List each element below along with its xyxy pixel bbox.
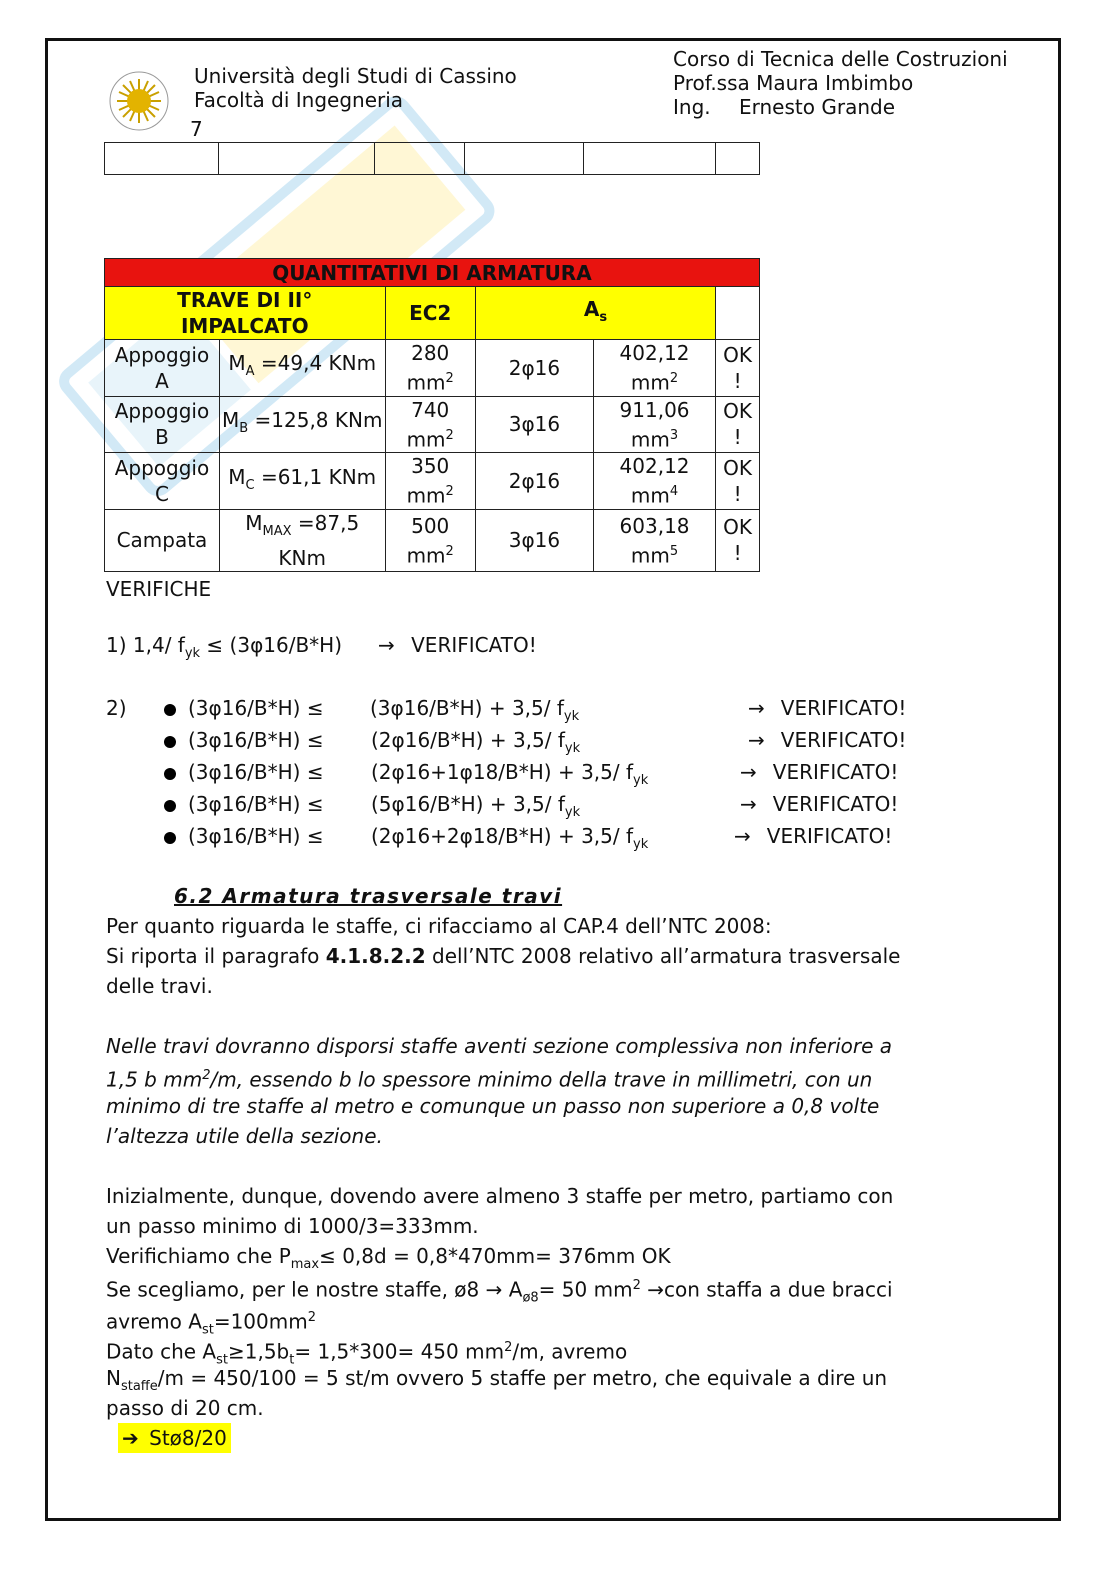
quote-line-1: Nelle travi dovranno disporsi staffe aventi sezione complessiva non inferiore a: [106, 1034, 893, 1058]
row-bars: 3φ16: [475, 509, 593, 571]
row-ec2: 740 $mm^2$: [385, 396, 475, 453]
calc-line-7: $N_{staffe}/m = 450/100 = 5$ st/m ovvero 5 staffe per metro, che equivale a dire un: [106, 1366, 888, 1394]
row-moment: $M_{MAX} =87,5$ KNm: [219, 509, 385, 571]
residual-table: [104, 142, 760, 175]
header-ec2: EC2: [385, 287, 475, 340]
calc-line-4: Se scegliamo, per le nostre staffe, ø8 → $A_{ø8}= 50$ $mm^2 \to con$ staffa a due bracci: [106, 1277, 893, 1306]
quote-line-4: l’altezza utile della sezione.: [106, 1124, 383, 1148]
quote-line-3: minimo di tre staffe al metro e comunque un passo non superiore a 0,8 volte: [106, 1094, 880, 1118]
university-name: Università degli Studi di Cassino: [194, 64, 517, 88]
arrow-right-icon: →: [748, 696, 765, 720]
table-row: [105, 396, 760, 453]
bullet-icon: [164, 832, 176, 844]
table-title: QUANTITATIVI DI ARMATURA: [105, 259, 760, 287]
final-result: ➔ Stø8/20: [118, 1423, 231, 1453]
row-label: Campata: [105, 509, 220, 571]
faculty-name: Facoltà di Ingegneria: [194, 88, 404, 112]
row-label: Appoggio B: [105, 396, 220, 453]
verifica-1: 1) 1,4/ $f_{yk} \le (3\varphi 16/B*H)$: [106, 633, 343, 661]
calc-line-2: un passo minimo di 1000/3=333mm.: [106, 1214, 479, 1238]
row-moment: $M_B =125,8$ KNm: [219, 396, 385, 453]
v2-right: (2φ16+1φ18/B*H) + 3,5/ $f_{yk}$: [371, 760, 649, 788]
v2-right: (2φ16/B*H) + 3,5/ $f_{yk}$: [371, 728, 581, 756]
row-ok: OK !: [716, 509, 760, 571]
paragraph-1: Per quanto riguarda le staffe, ci rifacciamo al CAP.4 dell’NTC 2008:: [106, 914, 772, 938]
bullet-icon: [164, 736, 176, 748]
engineer-prefix: Ing.: [673, 95, 711, 119]
table-row: [105, 340, 760, 397]
calc-line-5: avremo $A_{st}=100mm^2$: [106, 1309, 316, 1338]
v2-left: (3φ16/B*H) ≤: [188, 728, 324, 752]
v2-left: (3φ16/B*H) ≤: [188, 792, 324, 816]
calc-line-3: Verifichiamo che $P_{max}\le 0,8d = 0,8*470mm= 376mm$ OK: [106, 1244, 671, 1272]
arrow-right-icon: →: [734, 824, 751, 848]
row-bars: 2φ16: [475, 340, 593, 397]
row-label: Appoggio A: [105, 340, 220, 397]
reinforcement-table: [104, 258, 760, 572]
row-label: Appoggio C: [105, 453, 220, 510]
v2-right: (3φ16/B*H) + 3,5/ $f_{yk}$: [370, 696, 580, 724]
arrow-right-icon: →: [740, 760, 757, 784]
bullet-icon: [164, 768, 176, 780]
verifica-2-number: 2): [106, 696, 127, 720]
header-as: $A_s$: [475, 287, 715, 340]
table-row: [105, 453, 760, 510]
course-name: Corso di Tecnica delle Costruzioni: [673, 47, 1008, 71]
header-trave: TRAVE DI II° IMPALCATO: [105, 287, 386, 340]
v2-left: (3φ16/B*H) ≤: [188, 760, 324, 784]
row-ok: OK !: [716, 340, 760, 397]
arrow-right-icon: →: [740, 792, 757, 816]
engineer-name: Ernesto Grande: [739, 95, 895, 119]
row-as: 402,12 $mm^4$: [593, 453, 715, 510]
row-ok: OK !: [716, 453, 760, 510]
v2-result: → VERIFICATO!: [748, 728, 907, 752]
arrow-right-bold-icon: ➔: [122, 1426, 139, 1450]
university-seal-icon: [106, 70, 172, 132]
paragraph-2: Si riporta il paragrafo 4.1.8.2.2 dell’NTC 2008 relativo all’armatura trasversale: [106, 944, 901, 968]
row-moment: $M_C =61,1$ KNm: [219, 453, 385, 510]
row-bars: 3φ16: [475, 396, 593, 453]
row-ec2: 500 $mm^2$: [385, 509, 475, 571]
row-ok: OK !: [716, 396, 760, 453]
row-as: 402,12 $mm^2$: [593, 340, 715, 397]
section-title: 6.2 Armatura trasversale travi: [174, 884, 563, 908]
verifiche-title: VERIFICHE: [106, 577, 212, 601]
v2-result: → VERIFICATO!: [740, 760, 899, 784]
row-ec2: 350 $mm^2$: [385, 453, 475, 510]
v2-result: → VERIFICATO!: [748, 696, 907, 720]
v2-right: (2φ16+2φ18/B*H) + 3,5/ $f_{yk}$: [371, 824, 649, 852]
calc-line-1: Inizialmente, dunque, dovendo avere almeno 3 staffe per metro, partiamo con: [106, 1184, 894, 1208]
engineer-line: [673, 95, 895, 119]
row-as: 911,06 $mm^3$: [593, 396, 715, 453]
row-ec2: 280 $mm^2$: [385, 340, 475, 397]
v2-right: (5φ16/B*H) + 3,5/ $f_{yk}$: [371, 792, 581, 820]
row-moment: $M_A =49,4$ KNm: [219, 340, 385, 397]
page-number: 7: [190, 117, 203, 141]
paragraph-2-cont: delle travi.: [106, 974, 213, 998]
quote-line-2: 1,5 b $mm^2/m$, essendo b lo spessore minimo della trave in millimetri, con un: [106, 1067, 873, 1092]
professor-name: Prof.ssa Maura Imbimbo: [673, 71, 914, 95]
arrow-right-icon: →: [378, 633, 395, 657]
verifica-1-result: → VERIFICATO!: [378, 633, 537, 657]
v2-left: (3φ16/B*H) ≤: [188, 824, 324, 848]
calc-line-8: passo di 20 cm.: [106, 1396, 264, 1420]
table-row: [105, 509, 760, 571]
row-as: 603,18 $mm^5$: [593, 509, 715, 571]
calc-line-6: Dato che $A_{st}\ge 1,5b_t= 1,5*300= 450$ $mm^2/m$, avremo: [106, 1339, 628, 1368]
v2-result: → VERIFICATO!: [740, 792, 899, 816]
v2-left: (3φ16/B*H) ≤: [188, 696, 324, 720]
arrow-right-icon: →: [748, 728, 765, 752]
row-bars: 2φ16: [475, 453, 593, 510]
bullet-icon: [164, 800, 176, 812]
bullet-icon: [164, 704, 176, 716]
v2-result: → VERIFICATO!: [734, 824, 893, 848]
